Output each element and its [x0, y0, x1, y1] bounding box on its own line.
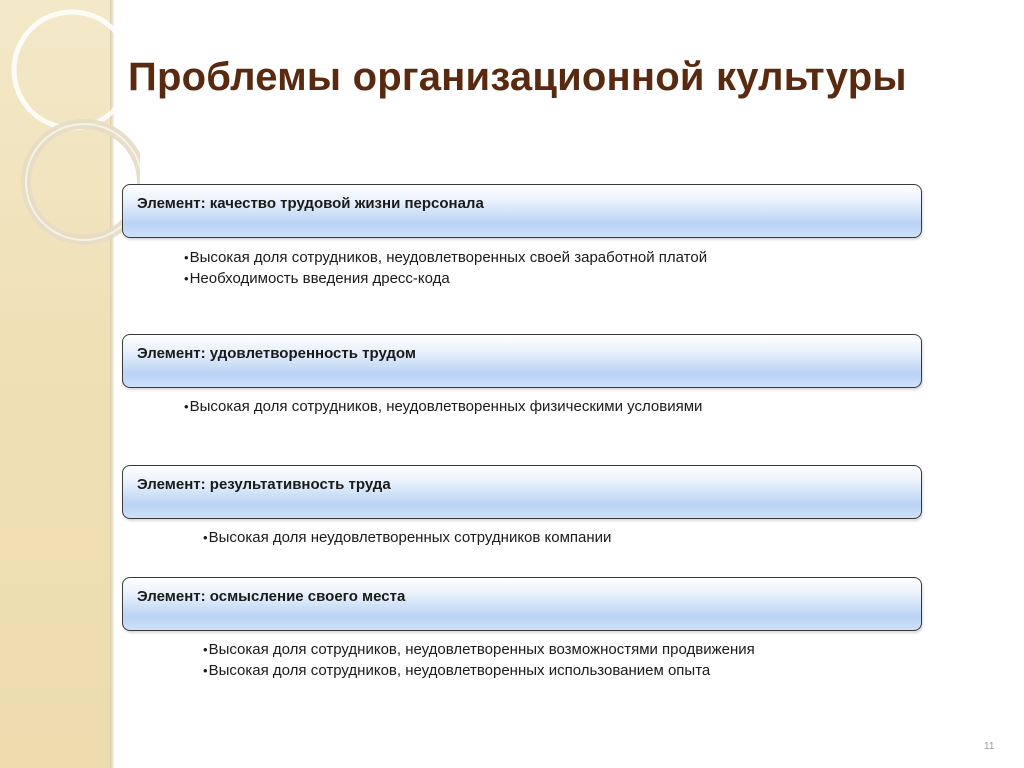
element-label: Элемент: качество трудовой жизни персонала	[137, 195, 484, 212]
element-label: Элемент: осмысление своего места	[137, 588, 406, 605]
element-label: Элемент: результативность труда	[137, 476, 391, 493]
element-label: Элемент: удовлетворенность трудом	[137, 345, 416, 362]
list-item: • Высокая доля сотрудников, неудовлетворенных своей заработной платой	[184, 247, 707, 268]
bullet-list	[184, 396, 702, 417]
page-number: 11	[984, 741, 995, 752]
page-title: Проблемы организационной культуры	[128, 55, 907, 99]
list-item: • Высокая доля сотрудников, неудовлетворенных использованием опыта	[203, 660, 755, 681]
element-box-job-satisfaction	[122, 334, 922, 388]
decorative-rings-icon	[0, 0, 140, 270]
element-box-labor-effectiveness	[122, 465, 922, 519]
bullet-list	[203, 527, 611, 548]
element-box-understanding-own-place	[122, 577, 922, 631]
list-item: • Высокая доля сотрудников, неудовлетворенных физическими условиями	[184, 396, 702, 417]
bullet-list	[203, 639, 755, 681]
element-box-quality-of-work-life	[122, 184, 922, 238]
list-item: • Высокая доля неудовлетворенных сотрудников компании	[203, 527, 611, 548]
list-item: • Необходимость введения дресс-кода	[184, 268, 707, 289]
list-item: • Высокая доля сотрудников, неудовлетворенных возможностями продвижения	[203, 639, 755, 660]
bullet-list	[184, 247, 707, 289]
